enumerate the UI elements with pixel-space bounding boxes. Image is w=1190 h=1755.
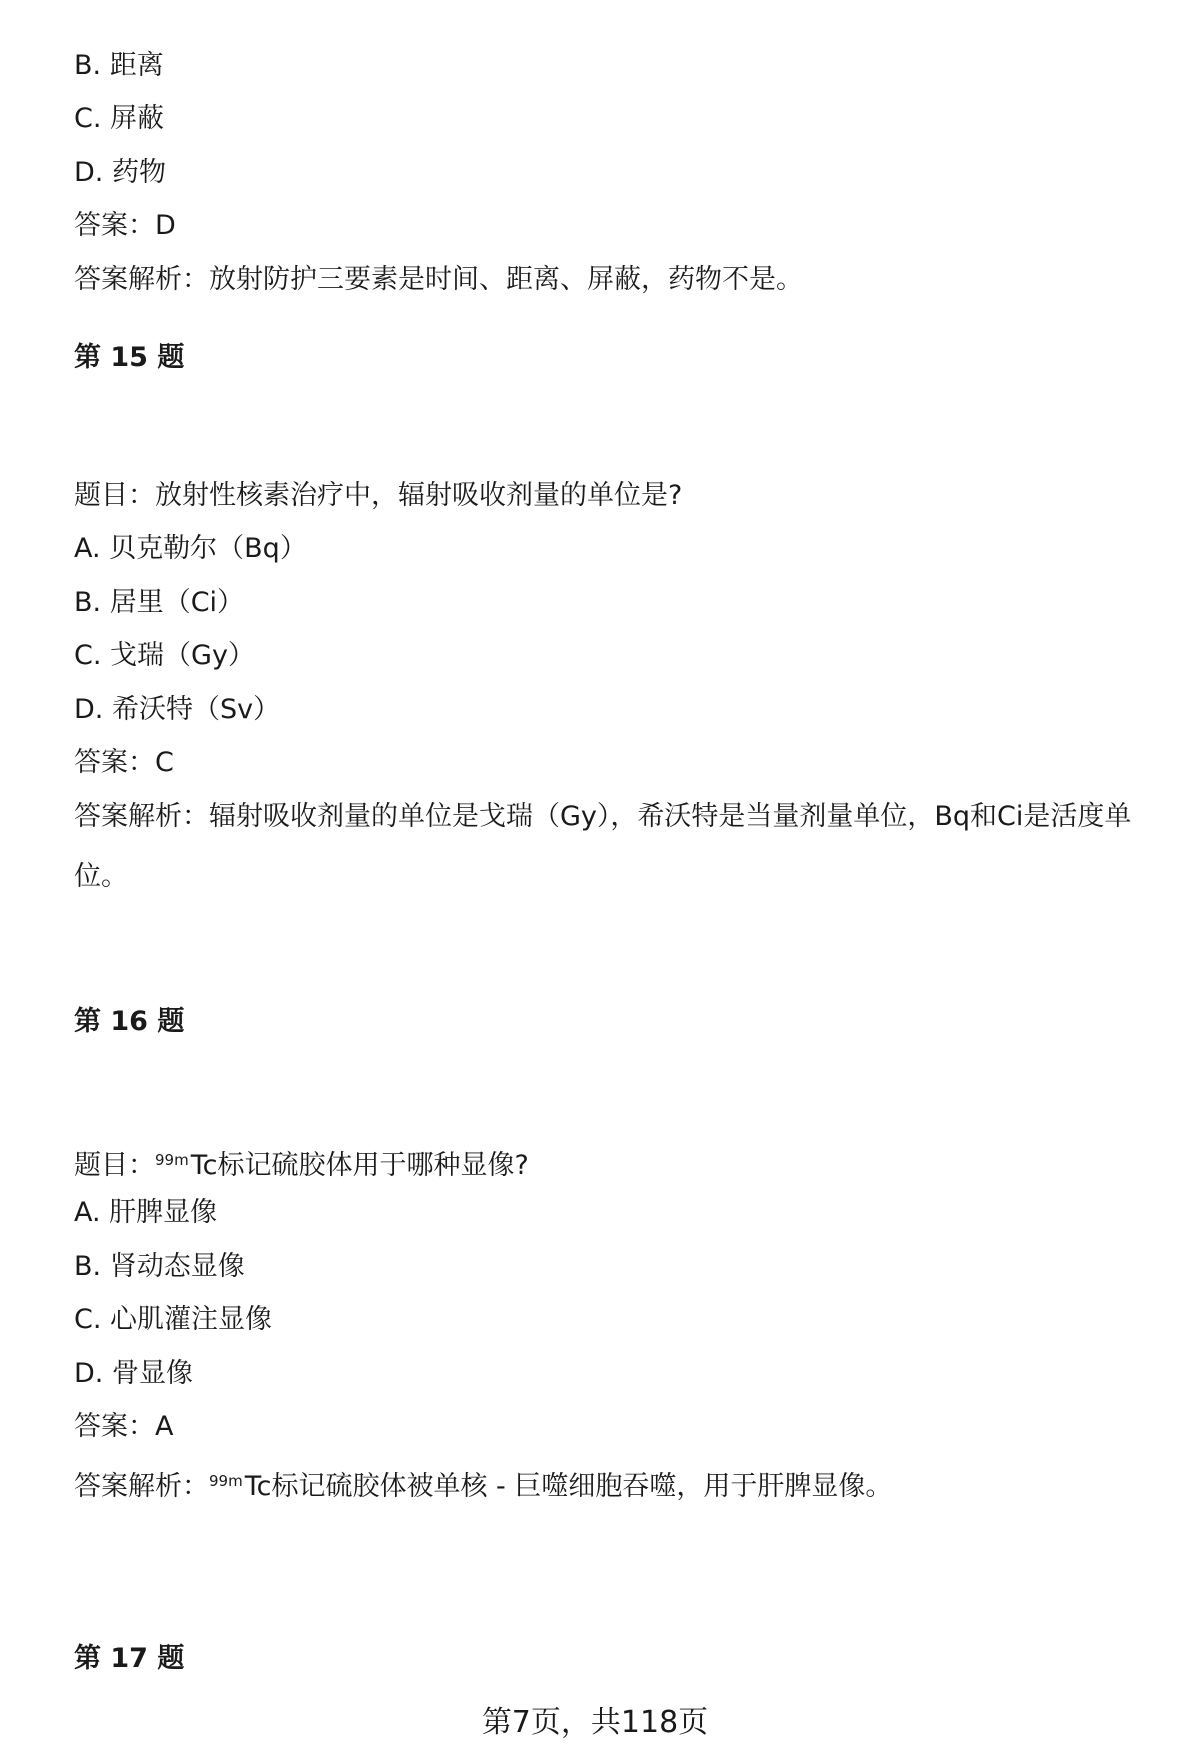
q15-explanation: 答案解析：辐射吸收剂量的单位是戈瑞（Gy），希沃特是当量剂量单位，Bq和Ci是活度单位。	[74, 801, 1132, 892]
q15-answer: 答案：C	[74, 747, 174, 778]
q16-explanation-prefix: 答案解析：	[74, 1471, 209, 1502]
page-number-footer: 第7页，共118页	[481, 1705, 709, 1740]
q14-answer: 答案：D	[74, 210, 176, 241]
q16-explanation-text: Tc标记硫胶体被单核 - 巨噬细胞吞噬，用于肝脾显像。	[244, 1471, 893, 1502]
q14-option-b: B. 距离	[74, 50, 164, 81]
q16-question-superscript: 99m	[155, 1151, 189, 1169]
q16-option-c: C. 心肌灌注显像	[74, 1304, 273, 1335]
q15-option-a: A. 贝克勒尔（Bq）	[74, 533, 307, 564]
q16-option-b: B. 肾动态显像	[74, 1251, 245, 1282]
q15-option-c: C. 戈瑞（Gy）	[74, 640, 255, 671]
q16-option-a: A. 肝脾显像	[74, 1197, 218, 1228]
q16-question	[74, 1142, 529, 1184]
q14-option-c: C. 屏蔽	[74, 103, 165, 134]
q16-question-text: Tc标记硫胶体用于哪种显像?	[190, 1150, 529, 1181]
q16-explanation	[74, 1463, 892, 1505]
q14-option-d: D. 药物	[74, 157, 166, 188]
q14-explanation: 答案解析：放射防护三要素是时间、距离、屏蔽，药物不是。	[74, 264, 803, 295]
q17-heading: 第 17 题	[74, 1643, 185, 1674]
q16-option-d: D. 骨显像	[74, 1358, 193, 1389]
q15-option-d: D. 希沃特（Sv）	[74, 694, 281, 725]
q16-question-prefix: 题目：	[74, 1150, 155, 1181]
q15-question: 题目：放射性核素治疗中，辐射吸收剂量的单位是?	[74, 480, 683, 511]
q16-explanation-superscript: 99m	[209, 1472, 243, 1490]
q16-answer: 答案：A	[74, 1411, 174, 1442]
q15-option-b: B. 居里（Ci）	[74, 587, 245, 618]
q15-heading: 第 15 题	[74, 342, 185, 373]
q16-heading: 第 16 题	[74, 1006, 185, 1037]
